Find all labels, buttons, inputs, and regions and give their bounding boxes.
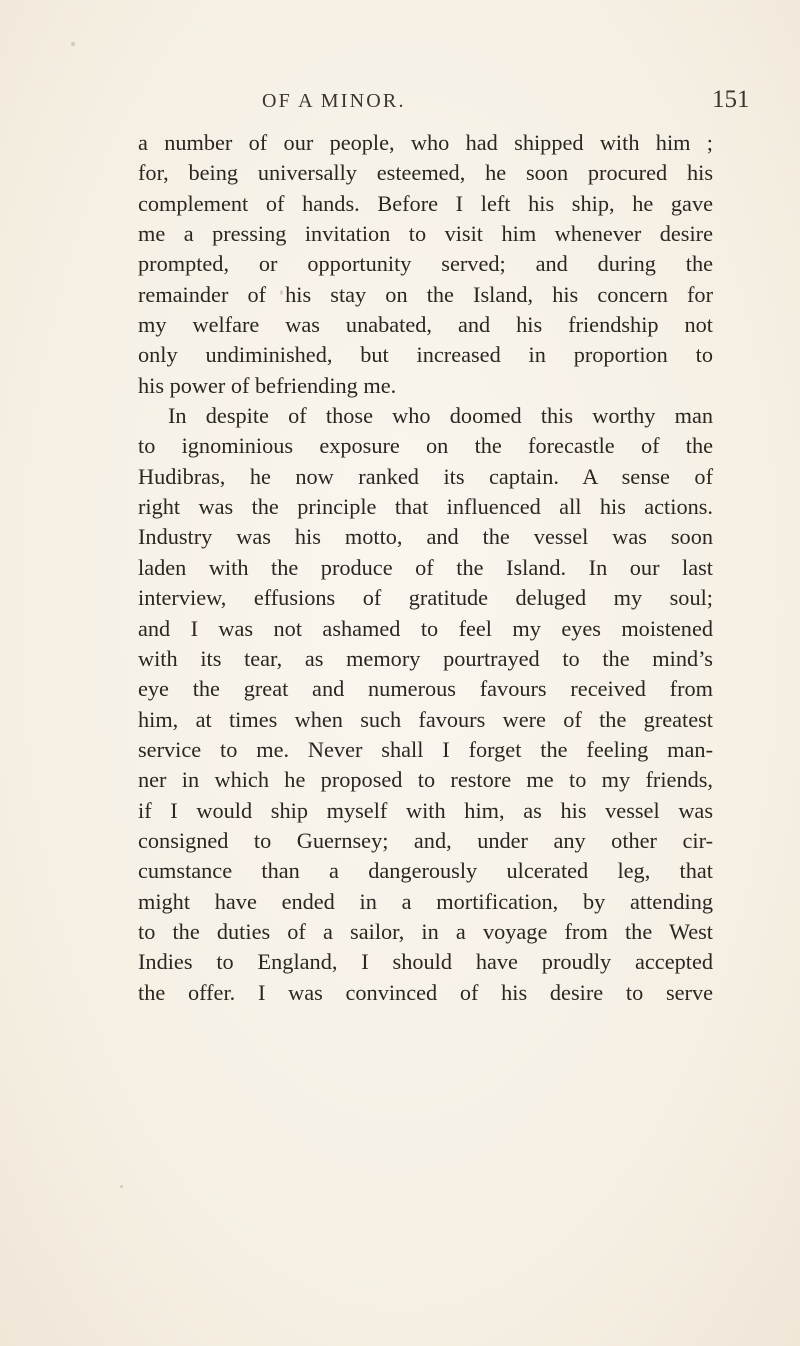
text-line: complement of hands. Before I left his ship, he gave	[138, 190, 713, 216]
text-line: if I would ship myself with him, as his vessel was	[138, 797, 713, 823]
text-line: In despite of those who doomed this worthy man	[168, 403, 713, 429]
text-line: a number of our people, who had shipped with him ;	[138, 130, 713, 155]
text-line: remainder of his stay on the Island, his concern for	[138, 281, 713, 307]
text-line: consigned to Guernsey; and, under any other cir-	[138, 827, 713, 853]
text-line: interview, effusions of gratitude deluged my soul;	[138, 585, 713, 611]
text-line: right was the principle that influenced all his actions.	[138, 494, 713, 520]
text-line: only undiminished, but increased in proportion to	[138, 342, 713, 368]
text-line: my welfare was unabated, and his friendship not	[138, 312, 713, 338]
running-title: OF A MINOR.	[262, 90, 406, 112]
text-line: me a pressing invitation to visit him whenever desire	[138, 221, 713, 247]
text-line: his power of befriending me.	[138, 372, 397, 398]
text-line: for, being universally esteemed, he soon procured his	[138, 160, 713, 186]
text-line: prompted, or opportunity served; and during the	[138, 251, 713, 277]
text-line: eye the great and numerous favours received from	[138, 676, 713, 702]
paper-speck	[120, 1185, 123, 1188]
text-line: Indies to England, I should have proudly accepted	[138, 949, 713, 975]
text-line: to the duties of a sailor, in a voyage from the West	[138, 918, 713, 944]
text-line: service to me. Never shall I forget the feeling man-	[138, 736, 713, 762]
text-line: cumstance than a dangerously ulcerated leg, that	[138, 858, 713, 884]
paper-speck	[71, 42, 75, 46]
page-number: 151	[712, 86, 750, 113]
body-text	[138, 128, 713, 1008]
text-line: Industry was his motto, and the vessel was soon	[138, 524, 713, 550]
text-line: with its tear, as memory pourtrayed to the mind’s	[138, 645, 713, 671]
text-line: Hudibras, he now ranked its captain. A sense of	[138, 463, 713, 489]
text-line: ner in which he proposed to restore me to my friends,	[138, 767, 713, 793]
text-line: and I was not ashamed to feel my eyes moistened	[138, 615, 713, 641]
text-line: laden with the produce of the Island. In our last	[138, 554, 713, 580]
text-line: him, at times when such favours were of the greatest	[138, 706, 713, 732]
running-head	[0, 86, 800, 116]
text-line: might have ended in a mortification, by attending	[138, 888, 713, 914]
text-line: to ignominious exposure on the forecastle of the	[138, 433, 713, 459]
text-line: the offer. I was convinced of his desire to serve	[138, 979, 713, 1005]
